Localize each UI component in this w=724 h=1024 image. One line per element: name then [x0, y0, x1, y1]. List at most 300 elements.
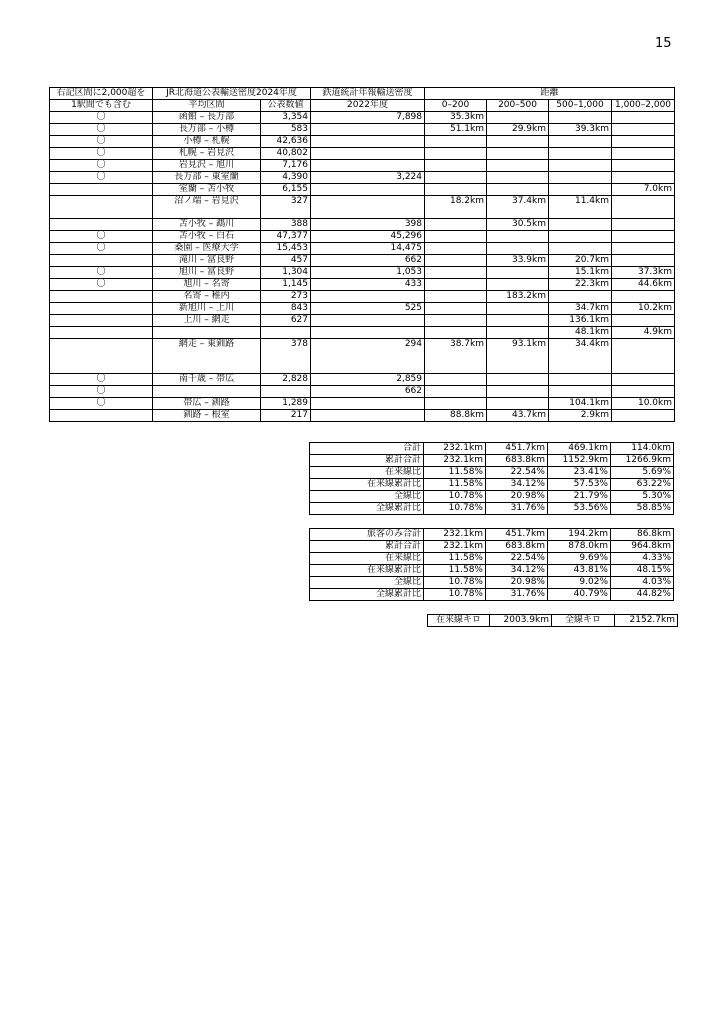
row-distance: 88.8km	[425, 410, 487, 422]
row-value: 4,390	[261, 172, 311, 184]
row-distance: 15.1km	[549, 267, 612, 279]
row-distance: 39.3km	[549, 124, 612, 136]
header-value: 公表数値	[261, 100, 311, 112]
summary-label: 旅客のみ合計	[310, 529, 424, 541]
summary-row	[310, 491, 674, 503]
table-row	[50, 339, 675, 374]
row-stat	[311, 315, 425, 327]
table-row	[50, 184, 675, 196]
row-section: 釧路 – 根室	[153, 410, 261, 422]
row-value: 2,828	[261, 374, 311, 386]
row-distance	[549, 291, 612, 303]
row-stat	[311, 124, 425, 136]
table-row	[50, 172, 675, 184]
row-distance	[487, 160, 549, 172]
row-distance: 30.5km	[487, 219, 549, 231]
summary-label: 全線比	[310, 577, 424, 589]
row-distance	[425, 231, 487, 243]
row-distance	[425, 160, 487, 172]
row-distance	[487, 243, 549, 255]
row-stat: 294	[311, 339, 425, 374]
row-distance	[549, 172, 612, 184]
row-section: 桑園 – 医療大学	[153, 243, 261, 255]
row-distance: 93.1km	[487, 339, 549, 374]
row-distance	[612, 231, 675, 243]
row-mark: 〇	[50, 243, 153, 255]
row-distance: 33.9km	[487, 255, 549, 267]
row-distance	[425, 374, 487, 386]
summary-value: 57.53%	[548, 479, 611, 491]
row-mark	[50, 196, 153, 219]
row-mark: 〇	[50, 386, 153, 398]
table-row	[50, 255, 675, 267]
row-section: 岩見沢 – 旭川	[153, 160, 261, 172]
row-distance: 38.7km	[425, 339, 487, 374]
row-distance	[425, 327, 487, 339]
row-stat	[311, 148, 425, 160]
density-table	[49, 87, 675, 422]
row-distance	[487, 184, 549, 196]
summary-row	[310, 455, 674, 467]
header-distance: 距離	[425, 88, 675, 100]
summary-value: 21.79%	[548, 491, 611, 503]
row-distance	[549, 136, 612, 148]
row-distance	[612, 374, 675, 386]
row-section: 帯広 – 釧路	[153, 398, 261, 410]
row-stat	[311, 410, 425, 422]
row-stat: 398	[311, 219, 425, 231]
header-band: 1,000–2,000	[612, 100, 675, 112]
row-section: 旭川 – 富良野	[153, 267, 261, 279]
row-distance	[487, 136, 549, 148]
row-section: 旭川 – 名寄	[153, 279, 261, 291]
table-row	[50, 410, 675, 422]
summary-value: 22.54%	[486, 467, 548, 479]
row-distance	[549, 160, 612, 172]
row-mark: 〇	[50, 267, 153, 279]
row-distance: 48.1km	[549, 327, 612, 339]
row-section: 沼ノ端 – 岩見沢	[153, 196, 261, 219]
row-distance	[612, 315, 675, 327]
row-distance	[425, 291, 487, 303]
table-row	[50, 219, 675, 231]
summary-value: 20.98%	[486, 491, 548, 503]
row-distance: 37.4km	[487, 196, 549, 219]
row-distance	[487, 398, 549, 410]
summary-value: 58.85%	[611, 503, 674, 515]
table-row	[50, 398, 675, 410]
row-distance	[612, 243, 675, 255]
row-distance	[549, 148, 612, 160]
summary-value: 43.81%	[548, 565, 611, 577]
row-value: 843	[261, 303, 311, 315]
row-section: 長万部 – 東室蘭	[153, 172, 261, 184]
summary-value: 10.78%	[424, 491, 486, 503]
row-section: 南千歳 – 帯広	[153, 374, 261, 386]
header-col1-line1: 右記区間に2,000超を	[50, 88, 153, 100]
row-distance	[425, 219, 487, 231]
row-stat: 45,296	[311, 231, 425, 243]
summary-table-all	[309, 442, 674, 515]
row-value: 6,155	[261, 184, 311, 196]
row-distance	[425, 136, 487, 148]
summary-value: 878.0km	[548, 541, 611, 553]
row-mark	[50, 291, 153, 303]
summary-value: 34.12%	[486, 565, 548, 577]
row-distance: 10.2km	[612, 303, 675, 315]
summary-row	[310, 577, 674, 589]
row-distance: 44.6km	[612, 279, 675, 291]
row-mark: 〇	[50, 112, 153, 124]
row-stat: 3,224	[311, 172, 425, 184]
row-distance: 34.4km	[549, 339, 612, 374]
row-distance	[612, 291, 675, 303]
row-mark: 〇	[50, 172, 153, 184]
row-distance	[425, 255, 487, 267]
summary-value: 86.8km	[611, 529, 674, 541]
table-row	[50, 148, 675, 160]
header-band: 500–1,000	[549, 100, 612, 112]
row-distance: 136.1km	[549, 315, 612, 327]
row-section: 網走 – 東釧路	[153, 339, 261, 374]
summary-value: 20.98%	[486, 577, 548, 589]
row-mark: 〇	[50, 136, 153, 148]
row-stat	[311, 136, 425, 148]
row-mark	[50, 255, 153, 267]
summary-row	[310, 503, 674, 515]
row-mark: 〇	[50, 374, 153, 386]
row-value: 7,176	[261, 160, 311, 172]
summary-row	[310, 589, 674, 601]
summary-value: 232.1km	[424, 443, 486, 455]
row-section: 新旭川 – 上川	[153, 303, 261, 315]
table-row	[50, 374, 675, 386]
row-distance	[487, 148, 549, 160]
summary-value: 9.69%	[548, 553, 611, 565]
row-mark	[50, 327, 153, 339]
row-distance	[487, 112, 549, 124]
row-distance	[612, 410, 675, 422]
row-distance	[549, 243, 612, 255]
summary-value: 4.33%	[611, 553, 674, 565]
row-distance: 18.2km	[425, 196, 487, 219]
table-row	[50, 386, 675, 398]
summary-label: 全線累計比	[310, 503, 424, 515]
table-row	[50, 315, 675, 327]
row-distance	[487, 231, 549, 243]
summary-value: 23.41%	[548, 467, 611, 479]
row-distance	[487, 386, 549, 398]
header-section: 平均区間	[153, 100, 261, 112]
summary-value: 53.56%	[548, 503, 611, 515]
row-section	[153, 327, 261, 339]
row-distance	[612, 386, 675, 398]
row-distance	[612, 172, 675, 184]
summary-row	[310, 565, 674, 577]
row-distance	[549, 219, 612, 231]
row-value: 15,453	[261, 243, 311, 255]
table-row	[50, 136, 675, 148]
header-col2-line1: JR北海道公表輸送密度2024年度	[153, 88, 311, 100]
row-value: 378	[261, 339, 311, 374]
row-section: 小樽 – 札幌	[153, 136, 261, 148]
row-distance	[425, 172, 487, 184]
row-stat	[311, 160, 425, 172]
summary-value: 451.7km	[486, 443, 548, 455]
header-band: 200–500	[487, 100, 549, 112]
table-row	[50, 112, 675, 124]
header-col3-line2: 2022年度	[311, 100, 425, 112]
row-value: 1,304	[261, 267, 311, 279]
summary-row	[310, 553, 674, 565]
table-row	[50, 231, 675, 243]
summary-value: 40.79%	[548, 589, 611, 601]
row-distance: 35.3km	[425, 112, 487, 124]
row-value: 47,377	[261, 231, 311, 243]
row-value: 627	[261, 315, 311, 327]
summary-value: 232.1km	[424, 529, 486, 541]
row-stat: 433	[311, 279, 425, 291]
row-distance	[612, 148, 675, 160]
row-distance	[612, 136, 675, 148]
summary-label: 全線累計比	[310, 589, 424, 601]
row-distance	[487, 279, 549, 291]
summary-value: 11.58%	[424, 565, 486, 577]
row-distance	[425, 315, 487, 327]
table-row	[50, 303, 675, 315]
row-distance: 7.0km	[612, 184, 675, 196]
row-distance	[549, 112, 612, 124]
summary-value: 10.78%	[424, 577, 486, 589]
row-stat: 14,475	[311, 243, 425, 255]
row-stat: 525	[311, 303, 425, 315]
summary-row	[310, 443, 674, 455]
row-section: 長万部 – 小樽	[153, 124, 261, 136]
row-value: 273	[261, 291, 311, 303]
summary-label: 在来線累計比	[310, 479, 424, 491]
row-distance: 20.7km	[549, 255, 612, 267]
table-row	[50, 243, 675, 255]
summary-value: 1152.9km	[548, 455, 611, 467]
summary-value: 22.54%	[486, 553, 548, 565]
row-distance	[612, 219, 675, 231]
row-value: 327	[261, 196, 311, 219]
row-distance	[425, 386, 487, 398]
row-distance: 183.2km	[487, 291, 549, 303]
table-row	[50, 327, 675, 339]
summary-table-passenger	[309, 528, 674, 601]
row-distance	[612, 339, 675, 374]
row-stat: 662	[311, 386, 425, 398]
row-distance	[487, 267, 549, 279]
row-value: 1,289	[261, 398, 311, 410]
row-distance	[487, 327, 549, 339]
row-mark	[50, 315, 153, 327]
row-value: 388	[261, 219, 311, 231]
summary-value: 63.22%	[611, 479, 674, 491]
table-row	[50, 291, 675, 303]
row-mark	[50, 410, 153, 422]
row-value: 40,802	[261, 148, 311, 160]
row-distance	[487, 172, 549, 184]
row-distance: 10.0km	[612, 398, 675, 410]
row-distance	[425, 279, 487, 291]
row-distance	[549, 386, 612, 398]
row-distance	[425, 184, 487, 196]
row-distance	[425, 243, 487, 255]
conv-km-label: 在来線キロ	[428, 615, 490, 627]
row-distance	[612, 160, 675, 172]
row-distance	[425, 398, 487, 410]
table-row	[50, 279, 675, 291]
row-distance	[612, 124, 675, 136]
row-stat	[311, 398, 425, 410]
summary-value: 44.82%	[611, 589, 674, 601]
summary-value: 232.1km	[424, 541, 486, 553]
summary-value: 5.69%	[611, 467, 674, 479]
row-distance: 51.1km	[425, 124, 487, 136]
summary-value: 469.1km	[548, 443, 611, 455]
summary-value: 683.8km	[486, 455, 548, 467]
row-stat: 662	[311, 255, 425, 267]
row-distance: 29.9km	[487, 124, 549, 136]
row-distance: 37.3km	[612, 267, 675, 279]
row-distance: 11.4km	[549, 196, 612, 219]
row-distance	[612, 112, 675, 124]
row-stat	[311, 327, 425, 339]
totals-table	[427, 614, 678, 627]
summary-value: 10.78%	[424, 589, 486, 601]
header-col1-line2: 1駅間でも含む	[50, 100, 153, 112]
summary-value: 11.58%	[424, 479, 486, 491]
row-distance	[425, 267, 487, 279]
summary-value: 964.8km	[611, 541, 674, 553]
row-distance	[487, 374, 549, 386]
row-distance: 4.9km	[612, 327, 675, 339]
summary-label: 在来線比	[310, 553, 424, 565]
summary-value: 4.03%	[611, 577, 674, 589]
table-row	[50, 267, 675, 279]
row-mark: 〇	[50, 124, 153, 136]
summary-label: 全線比	[310, 491, 424, 503]
header-col3-line1: 鉄道統計年報輸送密度	[311, 88, 425, 100]
row-distance	[612, 196, 675, 219]
row-mark: 〇	[50, 231, 153, 243]
summary-value: 11.58%	[424, 553, 486, 565]
summary-label: 累計合計	[310, 455, 424, 467]
summary-value: 11.58%	[424, 467, 486, 479]
all-km-label: 全線キロ	[552, 615, 615, 627]
summary-label: 合計	[310, 443, 424, 455]
row-mark: 〇	[50, 398, 153, 410]
summary-value: 9.02%	[548, 577, 611, 589]
summary-value: 31.76%	[486, 589, 548, 601]
row-mark	[50, 303, 153, 315]
row-section: 滝川 – 富良野	[153, 255, 261, 267]
row-section	[153, 386, 261, 398]
row-value	[261, 386, 311, 398]
row-section: 名寄 – 稚内	[153, 291, 261, 303]
row-value	[261, 327, 311, 339]
row-stat: 2,859	[311, 374, 425, 386]
row-section: 上川 – 網走	[153, 315, 261, 327]
summary-value: 10.78%	[424, 503, 486, 515]
summary-value: 34.12%	[486, 479, 548, 491]
row-stat: 1,053	[311, 267, 425, 279]
row-distance: 34.7km	[549, 303, 612, 315]
row-mark: 〇	[50, 279, 153, 291]
row-mark: 〇	[50, 148, 153, 160]
summary-value: 194.2km	[548, 529, 611, 541]
row-stat	[311, 184, 425, 196]
summary-label: 在来線比	[310, 467, 424, 479]
conv-km-value: 2003.9km	[490, 615, 552, 627]
row-mark	[50, 219, 153, 231]
row-distance: 104.1km	[549, 398, 612, 410]
table-row	[50, 196, 675, 219]
row-distance: 43.7km	[487, 410, 549, 422]
row-value: 3,354	[261, 112, 311, 124]
summary-value: 48.15%	[611, 565, 674, 577]
page-number: 15	[655, 36, 672, 51]
summary-value: 451.7km	[486, 529, 548, 541]
summary-value: 114.0km	[611, 443, 674, 455]
row-section: 函館 – 長万部	[153, 112, 261, 124]
row-value: 42,636	[261, 136, 311, 148]
row-stat	[311, 196, 425, 219]
summary-label: 累計合計	[310, 541, 424, 553]
row-section: 室蘭 – 苫小牧	[153, 184, 261, 196]
summary-value: 5.30%	[611, 491, 674, 503]
row-mark: 〇	[50, 160, 153, 172]
row-distance	[549, 374, 612, 386]
row-distance	[425, 148, 487, 160]
summary-value: 1266.9km	[611, 455, 674, 467]
table-row	[50, 124, 675, 136]
row-value: 457	[261, 255, 311, 267]
row-distance: 22.3km	[549, 279, 612, 291]
row-distance	[549, 231, 612, 243]
summary-row	[310, 479, 674, 491]
row-section: 札幌 – 岩見沢	[153, 148, 261, 160]
row-distance	[487, 303, 549, 315]
row-value: 583	[261, 124, 311, 136]
summary-label: 在来線累計比	[310, 565, 424, 577]
row-value: 217	[261, 410, 311, 422]
row-distance	[425, 303, 487, 315]
summary-value: 683.8km	[486, 541, 548, 553]
summary-row	[310, 467, 674, 479]
row-mark	[50, 184, 153, 196]
row-mark	[50, 339, 153, 374]
row-distance: 2.9km	[549, 410, 612, 422]
row-value: 1,145	[261, 279, 311, 291]
row-stat: 7,898	[311, 112, 425, 124]
summary-row	[310, 529, 674, 541]
summary-value: 31.76%	[486, 503, 548, 515]
row-section: 苫小牧 – 白石	[153, 231, 261, 243]
row-section: 苫小牧 – 鵡川	[153, 219, 261, 231]
header-band: 0–200	[425, 100, 487, 112]
all-km-value: 2152.7km	[615, 615, 678, 627]
table-row	[50, 160, 675, 172]
row-stat	[311, 291, 425, 303]
row-distance	[612, 255, 675, 267]
row-distance	[487, 315, 549, 327]
summary-value: 232.1km	[424, 455, 486, 467]
summary-row	[310, 541, 674, 553]
row-distance	[549, 184, 612, 196]
